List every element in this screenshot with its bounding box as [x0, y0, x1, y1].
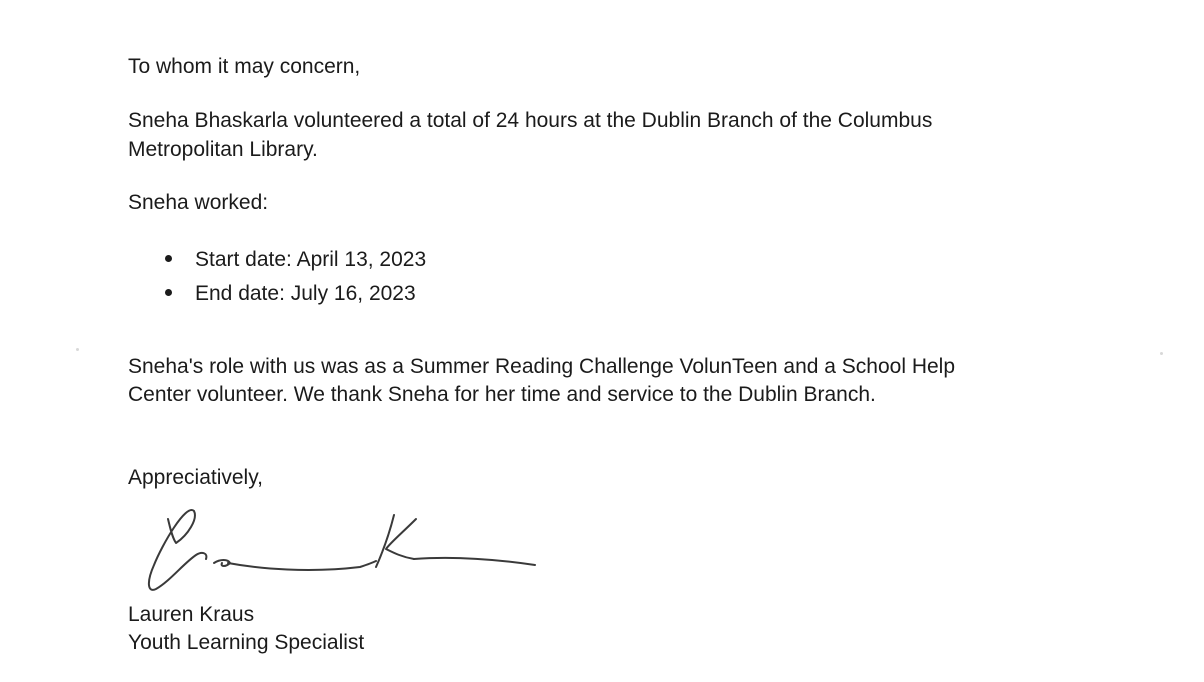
list-item-end-date: [165, 279, 416, 308]
volunteer-hours-paragraph-line-2: Metropolitan Library.: [128, 138, 318, 161]
list-item-start-date: [165, 245, 426, 274]
role-paragraph-line-2: Center volunteer. We thank Sneha for her time and service to the Dublin Branch.: [128, 383, 876, 406]
volunteer-hours-paragraph-line-1: Sneha Bhaskarla volunteered a total of 24 hours at the Dublin Branch of the Columbus: [128, 109, 933, 132]
handwritten-signature: [140, 505, 550, 600]
role-paragraph-line-1: Sneha's role with us was as a Summer Reading Challenge VolunTeen and a School Help: [128, 355, 956, 378]
closing: Appreciatively,: [128, 466, 264, 489]
salutation: To whom it may concern,: [128, 55, 361, 78]
bullet-icon: [165, 255, 172, 262]
start-date-text: Start date: April 13, 2023: [195, 248, 427, 271]
end-date-text: End date: July 16, 2023: [195, 282, 416, 305]
bullet-icon: [165, 289, 172, 296]
worked-intro: Sneha worked:: [128, 191, 269, 214]
scan-speck: [1160, 352, 1163, 355]
scan-speck: [76, 348, 79, 351]
signer-name: Lauren Kraus: [128, 603, 255, 626]
signer-title: Youth Learning Specialist: [128, 631, 365, 654]
